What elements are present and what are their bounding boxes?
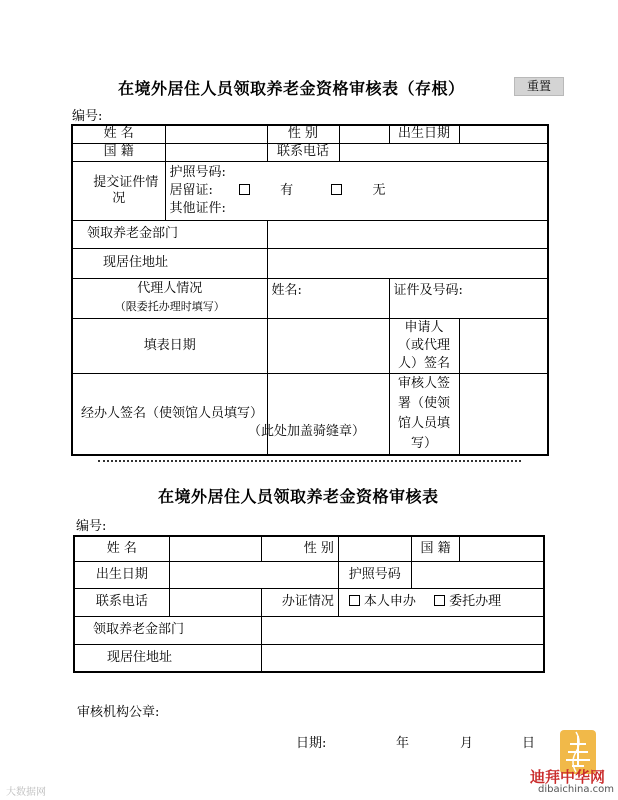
form1-docs-label [72,161,165,220]
form2-name-value[interactable] [169,536,261,561]
form2-self-checkbox[interactable] [349,595,360,606]
form2-entrust-label: 委托办理 [449,594,502,609]
form2-entrust-checkbox[interactable] [434,595,445,606]
form1-name-label: 姓 名 [72,125,165,143]
form1-applicant-sign-label [389,318,459,373]
form1-residence-row [170,182,544,200]
form1-reviewer-sign-text: 审核人签署（使领馆人员填写） [397,375,450,451]
form1-fill-date-text: 填表日期 [143,337,196,353]
form1-table [71,124,549,456]
form1-docs-label-text: 提交证件情况 [93,174,159,206]
form1-agent-name[interactable] [267,278,389,318]
form2-serial-label: 编号: [76,519,107,534]
form1-title: 在境外居住人员领取养老金资格审核表（存根） [118,79,465,98]
form2-passport-value[interactable] [411,561,544,588]
form1-reviewer-sign-label [389,373,459,455]
logo-text: 迪拜中华网 [530,768,606,786]
form1-phone-label: 联系电话 [267,143,339,161]
form1-pension-dept-value[interactable] [267,220,548,248]
form2-handling-options [338,588,544,616]
form2-passport-label: 护照号码 [338,561,411,588]
form1-handler-sign-label [72,373,267,455]
form1-agent-label-text: 代理人情况 [137,281,203,296]
form1-handler-sign-value[interactable] [267,373,389,455]
form2-phone-label: 联系电话 [74,588,169,616]
form1-address-text: 现居住地址 [103,255,169,270]
form1-gender-label: 性 别 [267,125,339,143]
form2-nationality-value[interactable] [460,536,544,561]
form2-self-label: 本人申办 [363,594,416,609]
form2-day-label: 日 [522,736,536,751]
form1-phone-value[interactable] [339,143,548,161]
form2-gender-value[interactable] [338,536,411,561]
form1-address-value[interactable] [267,248,548,278]
form1-reviewer-sign-value[interactable] [459,373,548,455]
form2-dob-value[interactable] [169,561,338,588]
reset-button[interactable]: 重置 [514,77,564,96]
form1-docs-cell [165,161,548,220]
form2-phone-value[interactable] [169,588,261,616]
form1-residence-no-checkbox[interactable] [331,184,342,195]
form1-other-docs-label: 其他证件: [169,200,226,216]
form2-address-value[interactable] [261,644,544,672]
form1-pension-dept-text: 领取养老金部门 [87,226,179,241]
watermark-text: 大数据网 [6,787,46,798]
logo-url: dibaichina.com [538,784,614,795]
form2-year-label: 年 [396,736,410,751]
form2-pension-dept-text: 领取养老金部门 [93,622,185,637]
form1-residence-no-label: 无 [372,182,386,198]
form2-pension-dept-value[interactable] [261,616,544,644]
form1-pension-dept-label [72,220,267,248]
form1-dob-value[interactable] [459,125,548,143]
form1-passport-label: 护照号码: [169,164,226,180]
form2-pension-dept-label [74,616,261,644]
form1-gender-value[interactable] [339,125,389,143]
form1-agent-note: （限委托办理时填写） [114,300,225,313]
form1-agent-label [72,278,267,318]
form1-fill-date-value[interactable] [267,318,389,373]
form1-agent-name-label: 姓名: [271,282,302,298]
form1-applicant-sign-text: 申请人（或代理人）签名 [397,319,450,371]
form1-address-label [72,248,267,278]
form2-name-label: 姓 名 [74,536,169,561]
form2-gender-label: 性 别 [261,536,338,561]
form2-title: 在境外居住人员领取养老金资格审核表 [158,487,439,506]
form1-agent-id-label: 证件及号码: [393,282,463,298]
form2-nationality-label: 国 籍 [411,536,460,561]
form2-address-label [74,644,261,672]
form1-fill-date-label [72,318,267,373]
form1-residence-yes-label: 有 [280,182,294,198]
form1-agent-id[interactable] [389,278,548,318]
form2-table [73,535,545,673]
form2-date-label: 日期: [296,736,327,751]
form2-dob-label: 出生日期 [74,561,169,588]
cut-line-divider [98,460,521,462]
form1-residence-label: 居留证: [169,182,213,198]
form1-applicant-sign-value[interactable] [459,318,548,373]
form2-month-label: 月 [460,736,474,751]
form1-serial-label: 编号: [72,109,103,124]
form1-nationality-label: 国 籍 [72,143,165,161]
form1-name-value[interactable] [165,125,267,143]
form2-handling-label: 办证情况 [261,588,338,616]
form2-address-text: 现居住地址 [107,649,173,665]
form2-seal-label: 审核机构公章: [77,705,160,720]
form1-handler-sign-text: 经办人签名（使领馆人员填写） [81,405,264,421]
form1-nationality-value[interactable] [165,143,267,161]
seal-note: （此处加盖骑缝章） [248,424,366,439]
form1-residence-yes-checkbox[interactable] [239,184,250,195]
form1-dob-label: 出生日期 [389,125,459,143]
